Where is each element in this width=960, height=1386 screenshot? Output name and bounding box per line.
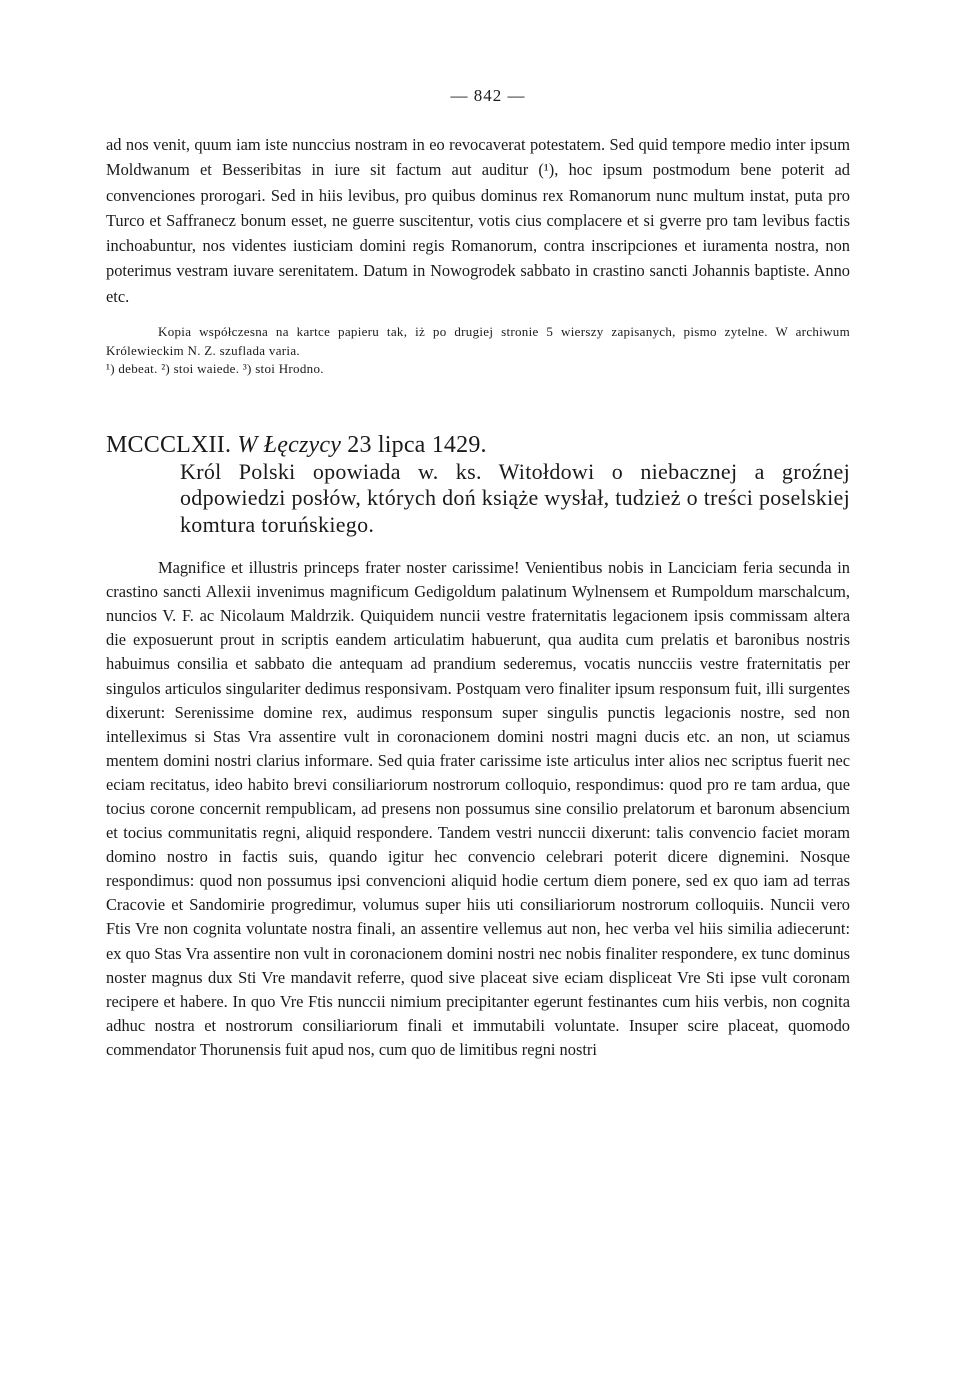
document-place: W Łęczycy [237,431,342,458]
letter-text: Magnifice et illustris princeps frater noster carissime! Venientibus nobis in Lanciciam feria secunda in crastino sancti Allexii invenimus magnificum Gedigoldum palatinum Wylnensem et Rumpoldum marschalcum, nuncios V. F. ac Nicolaum Maldrzik. Quiquidem nuncii vestre fraternitatis legacionem ipsis commissam altera die exposuerunt prout in scriptis eandem articulatim habuerunt, qua audita cum prelatis et baronibus nostris habuimus consilia et sabbato die antequam ad prandium sederemus, vocatis nuncciis vestre fraternitatis per singulos articulos singulariter dedimus responsivam. Postquam vero finaliter ipsum responsum fuit, illi surgentes dixerunt: Serenissime domine rex, audimus responsum super singulis punctis legacionis nostre, sed non intelleximus si Stas Vra assentire vult in coronacionem domini nostri magni ducis etc. an non, ut sciamus mentem domini nostri clarius informare. Sed quia frater carissime iste articulus inter alios nec scriptus fuerit nec eciam recitatus, ideo habito brevi consiliariorum nostrorum colloquio, respondimus: quod pro re tam ardua, que tocius corone concernit rempublicam, ad presens non possumus sine consilio prelatorum et baronum absencium et tocius communitatis regni, aliquid respondere. Tandem vestri nunccii dixerunt: talis convencio faciet moram domino nostro in factis suis, quando igitur hec convencio celebrari poterit dicere dignemini. Nosque respondimus: quod non possumus ipsi convencioni aliquid hodie certum diem ponere, sed ex quo iam ad terras Cracovie et Sandomirie progredimur, volumus super hiis uti consiliariorum nostrorum colloquiis. Nuncii vero Ftis Vre non cognita voluntate nostra finali, an assentire vellemus aut non, hec verba vel hiis similia adiecerunt: ex quo Stas Vra assentire non vult in coronacionem domini nostri nec nobis finaliter respondere, ex tunc dominus noster magnus dux Sti Vre mandavit referre, quod sive placeat sive eciam displiceat Vre Sti ipse vult coronam recipere et habere. In quo Vre Ftis nunccii nimium precipitanter egerunt festinantes cum hiis verbis, non cognita adhuc nostra et nostrorum consiliariorum finali et immutabili voluntate. Insuper scire placeat, quomodo commendator Thorunensis fuit apud nos, cum quo de limitibus regni nostri [106,558,850,1059]
document-number: MCCCLXII. [106,431,232,458]
source-note [106,323,850,379]
document-date: 23 lipca 1429. [347,431,487,458]
footnotes: ¹) debeat. ²) stoi waiede. ³) stoi Hrodno. [106,361,324,377]
source-description: Kopia współczesna na kartce papieru tak, iż po drugiej stronie 5 wierszy zapisanych, pismo zytelne. W archiwum Królewieckim N. Z. szuflada varia. [106,324,850,358]
letter-body [106,556,850,1062]
page-number: — 842 — [450,86,526,105]
document-summary: Król Polski opowiada w. ks. Witołdowi o niebacznej a groźnej odpowiedzi posłów, których doń książe wysłał, tudzież o treści poselskiej komtura toruńskiego. [180,458,850,537]
document-heading [106,431,850,459]
continued-letter-text: ad nos venit, quum iam iste nunccius nostram in eo revocaverat potestatem. Sed quid tempore medio inter ipsum Moldwanum et Besseribitas in iure sit factum aut auditur (¹), hoc ipsum postmodum bene poterit ad convenciones prorogari. Sed in hiis levibus, pro quibus dominus rex Romanorum nunc multum instat, puta pro Turco et Saffranecz bonum esset, ne guerre suscitentur, votis cius complacere et si gverre pro tam levibus factis inchoabuntur, nos videntes iusticiam domini regis Romanorum, contra inscripciones et iuramenta nostra, non poterimus vestram iuvare serenitatem. Datum in Nowogrodek sabbato in crastino sancti Johannis baptiste. Anno etc. [106,135,850,306]
document-page [106,86,850,1062]
